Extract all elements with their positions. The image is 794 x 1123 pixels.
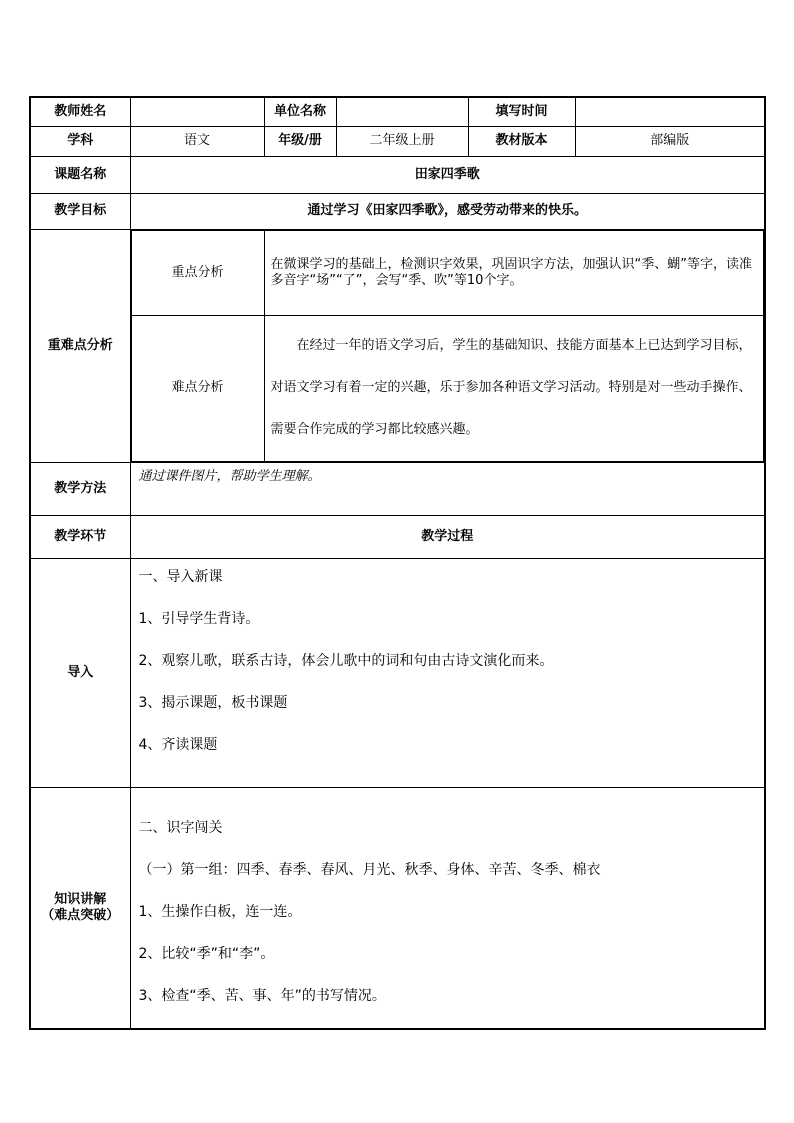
intro-label: 导入: [30, 558, 130, 787]
difficult-analysis-text: 在经过一年的语文学习后，学生的基础知识、技能方面基本上已达到学习目标，对语文学习有着一定的兴趣，乐于参加各种语文学习活动。特别是对一些动手操作、需要合作完成的学习都比较感兴趣。: [264, 315, 764, 461]
knowledge-line: 3、检查“季、苦、事、年”的书写情况。: [138, 987, 386, 1004]
fill-date-label: 填写时间: [468, 97, 575, 126]
intro-line: 3、揭示课题，板书课题: [138, 694, 288, 711]
lesson-title-value: 田家四季歌: [130, 156, 765, 193]
lesson-title-label: 课题名称: [30, 156, 130, 193]
process-value-label: 教学过程: [130, 515, 765, 558]
intro-line: 2、观察儿歌，联系古诗，体会儿歌中的词和句由古诗文演化而来。: [138, 652, 554, 669]
key-analysis-label: 重点分析: [131, 230, 264, 315]
process-header-row: [30, 515, 765, 558]
lesson-plan-table: [29, 96, 766, 1030]
header-row-1: [30, 97, 765, 126]
intro-line: 4、齐读课题: [138, 736, 218, 753]
teaching-goal-value: 通过学习《田家四季歌》，感受劳动带来的快乐。: [130, 193, 765, 229]
knowledge-row: [30, 787, 765, 1029]
edition-value: 部编版: [575, 126, 765, 156]
analysis-row: [30, 229, 765, 462]
grade-value: 二年级上册: [336, 126, 468, 156]
intro-row: [30, 558, 765, 787]
knowledge-line: 2、比较“季”和“李”。: [138, 945, 275, 962]
header-row-2: [30, 126, 765, 156]
unit-name-field[interactable]: [336, 97, 468, 126]
knowledge-content: [130, 787, 765, 1029]
teaching-goal-row: [30, 193, 765, 229]
method-row: [30, 462, 765, 515]
fill-date-field[interactable]: [575, 97, 765, 126]
difficult-analysis-label: 难点分析: [131, 315, 264, 461]
unit-name-label: 单位名称: [264, 97, 336, 126]
edition-label: 教材版本: [468, 126, 575, 156]
knowledge-label-line1: 知识讲解: [54, 891, 107, 907]
teacher-name-field[interactable]: [130, 97, 264, 126]
lesson-title-row: [30, 156, 765, 193]
key-analysis-text: 在微课学习的基础上，检测识字效果，巩固识字方法，加强认识“季、蝴”等字，读准多音字“场”“了”，会写“季、吹”等10个字。: [264, 230, 764, 315]
method-text: 通过课件图片，帮助学生理解。: [130, 462, 765, 515]
intro-line: 一、导入新课: [138, 568, 223, 585]
teaching-goal-label: 教学目标: [30, 193, 130, 229]
knowledge-line: 1、生操作白板，连一连。: [138, 903, 302, 920]
knowledge-label: [30, 787, 130, 1029]
knowledge-line: （一）第一组：四季、春季、春风、月光、秋季、身体、辛苦、冬季、棉衣: [138, 861, 601, 878]
process-stage-label: 教学环节: [30, 515, 130, 558]
grade-label: 年级/册: [264, 126, 336, 156]
intro-line: 1、引导学生背诗。: [138, 610, 260, 627]
teacher-name-label: 教师姓名: [30, 97, 130, 126]
subject-value: 语文: [130, 126, 264, 156]
method-label: 教学方法: [30, 462, 130, 515]
knowledge-line: 二、识字闯关: [138, 819, 223, 836]
knowledge-label-line2: （难点突破）: [41, 907, 120, 923]
intro-content: [130, 558, 765, 787]
analysis-label: 重难点分析: [30, 229, 130, 462]
analysis-subtable: [131, 230, 765, 462]
subject-label: 学科: [30, 126, 130, 156]
